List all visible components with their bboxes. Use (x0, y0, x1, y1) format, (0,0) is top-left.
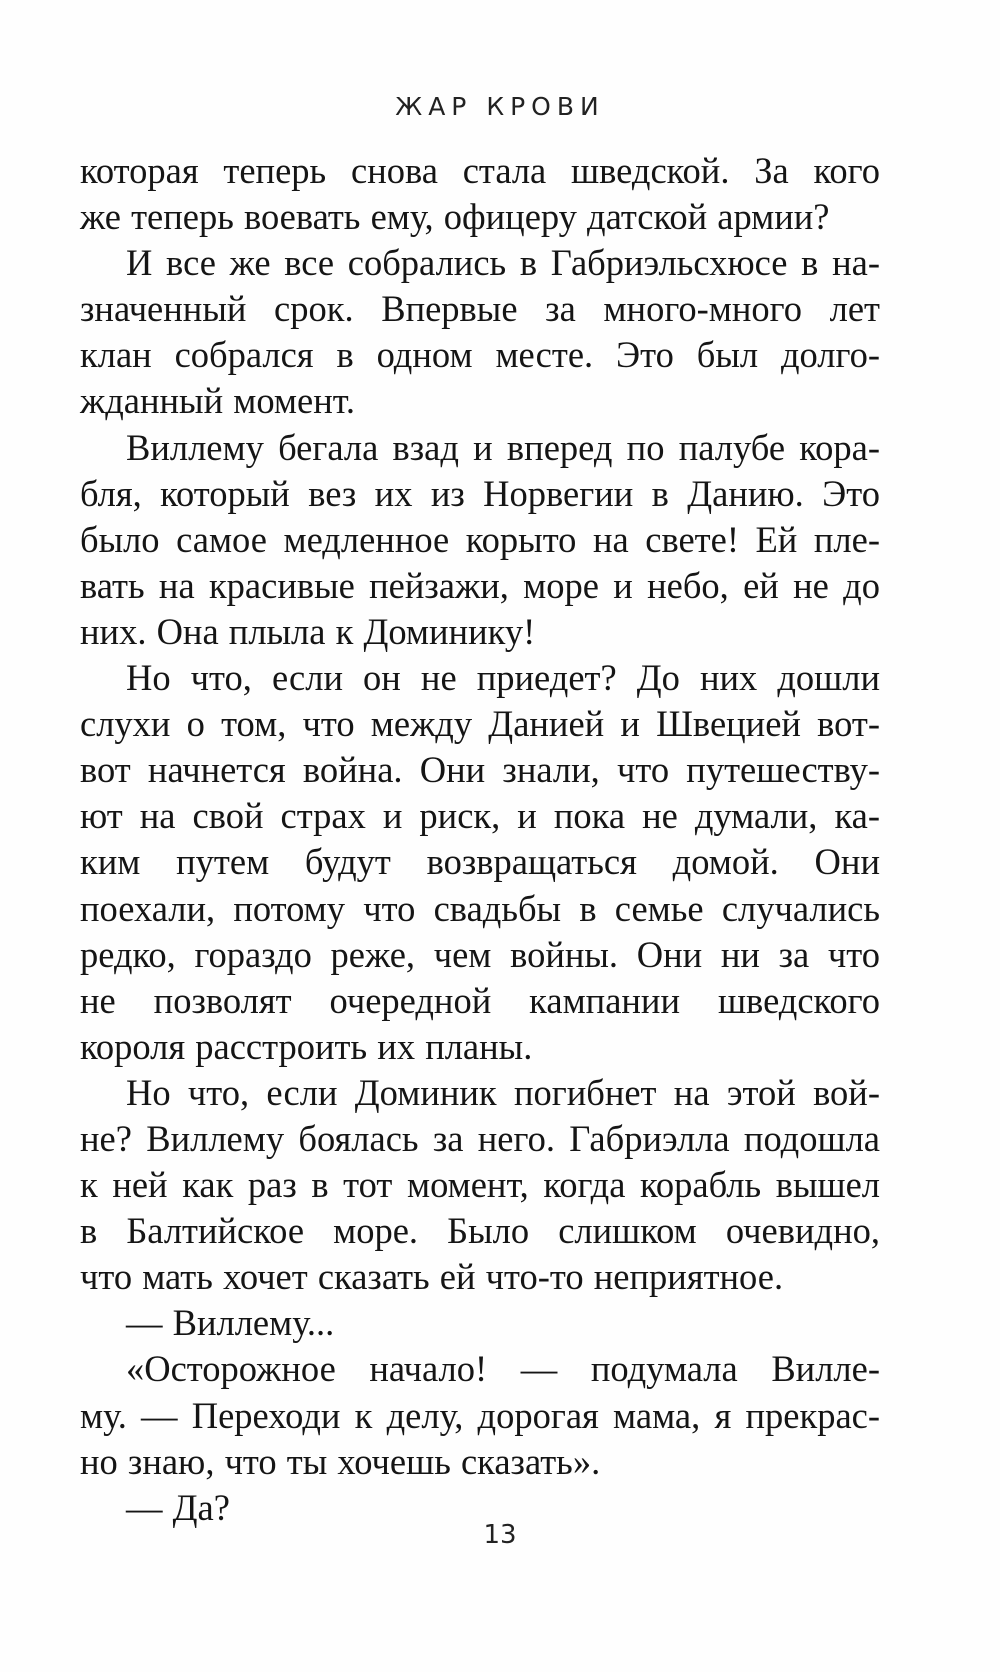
text-line: к ней как раз в тот момент, когда корабль вышел (80, 1164, 880, 1206)
body-text (80, 148, 880, 1531)
text-line: Но что, если он не приедет? До них дошли (126, 657, 880, 699)
text-line: поехали, потому что свадьбы в семье случались (80, 887, 880, 929)
text-line: вать на красивые пейзажи, море и небо, ей не до (80, 564, 880, 606)
text-line: что мать хочет сказать ей что-то неприятное. (80, 1256, 784, 1298)
text-line: значенный срок. Впервые за много-много лет (80, 288, 880, 330)
text-line: которая теперь снова стала шведской. За кого (80, 150, 880, 191)
text-line: них. Она плыла к Доминику! (80, 610, 536, 652)
text-line: же теперь воевать ему, офицеру датской армии? (80, 196, 830, 238)
running-head: ЖАР КРОВИ (395, 92, 605, 121)
text-line: ким путем будут возвращаться домой. Они (80, 841, 880, 883)
text-line: редко, гораздо реже, чем войны. Они ни за что (80, 933, 880, 975)
page-number: 13 (483, 1520, 517, 1550)
text-line: «Осторожное начало! — подумала Вилле- (126, 1348, 880, 1390)
text-line: клан собрался в одном месте. Это был долго- (80, 334, 880, 376)
text-line: ют на свой страх и риск, и пока не думали, ка- (80, 795, 880, 837)
text-line: Виллему бегала взад и вперед по палубе кора- (126, 426, 880, 468)
text-line: не? Виллему боялась за него. Габриэлла подошла (80, 1117, 880, 1159)
text-line: не позволят очередной кампании шведского (80, 979, 880, 1021)
text-line: было самое медленное корыто на свете! Ей пле- (80, 518, 880, 560)
text-line: — Виллему... (126, 1302, 335, 1344)
text-line: Но что, если Доминик погибнет на этой вой- (126, 1071, 880, 1113)
text-line: жданный момент. (80, 380, 356, 422)
text-line: в Балтийское море. Было слишком очевидно, (80, 1210, 880, 1252)
text-line: короля расстроить их планы. (80, 1025, 533, 1067)
text-line: му. — Переходи к делу, дорогая мама, я прекрас- (80, 1394, 880, 1436)
text-line: И все же все собрались в Габриэльсхюсе в на- (126, 242, 880, 284)
text-line: слухи о том, что между Данией и Швецией вот- (80, 703, 880, 745)
text-line: вот начнется война. Они знали, что путешеству- (80, 749, 880, 791)
text-line: но знаю, что ты хочешь сказать». (80, 1440, 601, 1482)
text-line: — Да? (126, 1486, 230, 1528)
text-line: бля, который вез их из Норвегии в Данию. Это (80, 472, 880, 514)
